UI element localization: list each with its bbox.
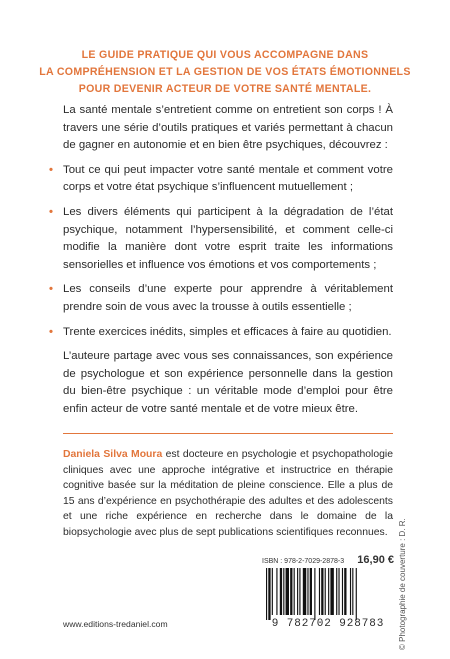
barcode-icon: [262, 568, 394, 620]
outro-paragraph: L’auteure partage avec vous ses connaissances, son expérience de psychologue et son expérience personnelle dans la gestion du bien-être psychique : un véritable mode d’emploi pour être enfin acteur de votre santé mentale et de votre mieux être.: [63, 350, 393, 415]
bullet-icon: •: [49, 205, 53, 218]
tagline-line-3: POUR DEVENIR ACTEUR DE VOTRE SANTÉ MENTALE.: [78, 83, 372, 95]
author-name: Daniela Silva Moura: [63, 449, 163, 460]
list-item: [49, 324, 393, 342]
feature-list: [49, 162, 393, 341]
intro-paragraph: La santé mentale s’entretient comme on entretient son corps ! À travers une série d’outils pratiques et variés permettant à chacun de gagner en autonomie et en bien être psychiques, découvrez :: [63, 104, 393, 152]
publisher-website: www.editions-tredaniel.com: [63, 619, 168, 629]
section-divider: [63, 433, 393, 434]
tagline-line-2: LA COMPRÉHENSION ET LA GESTION DE VOS ÉTATS ÉMOTIONNELS: [39, 66, 411, 78]
list-item: [49, 162, 393, 197]
barcode-digits: 9 782702 928783: [271, 618, 385, 630]
isbn-row: [262, 554, 394, 566]
bullet-icon: •: [49, 163, 53, 176]
list-item-text: Les divers éléments qui participent à la dégradation de l’état psychique, notamment l’hypersensibilité, et comment celle-ci modifie la manière dont votre esprit traite les informations sensorielles et influence vos émotions et vos comportements ;: [63, 205, 393, 271]
list-item: [49, 204, 393, 274]
list-item: [49, 281, 393, 316]
photo-credit: © Photographie de couverture : D. R.: [398, 518, 407, 650]
barcode-block: [262, 554, 394, 632]
description: [49, 102, 393, 419]
list-item-text: Les conseils d’une experte pour apprendre à véritablement prendre soin de vous avec la trousse à outils essentielle ;: [63, 283, 393, 313]
tagline-line-1: LE GUIDE PRATIQUE QUI VOUS ACCOMPAGNE DANS: [81, 49, 369, 61]
bullet-icon: •: [49, 325, 53, 338]
list-item-text: Trente exercices inédits, simples et efficaces à faire au quotidien.: [63, 325, 392, 338]
bullet-icon: •: [49, 283, 53, 296]
isbn-number: ISBN : 978-2-7029-2878-3: [262, 558, 345, 565]
list-item-text: Tout ce qui peut impacter votre santé mentale et comment votre corps et votre état psychique s’influencent mutuellement ;: [63, 163, 393, 194]
tagline: [0, 47, 450, 98]
author-bio-text: est docteure en psychologie et psychopathologie cliniques avec une approche intégrative et instructrice en thérapie cognitive basée sur la méditation de pleine conscience. Elle a plus de 15 ans d’expérience en psychothérapie des adultes et des adolescents et une riche expérience en recherche dans le domaine de la biopsychologie avec plus de sept publications scientifiques reconnues.: [63, 449, 393, 538]
author-bio: [63, 447, 393, 541]
price: 16,90 €: [357, 554, 394, 566]
